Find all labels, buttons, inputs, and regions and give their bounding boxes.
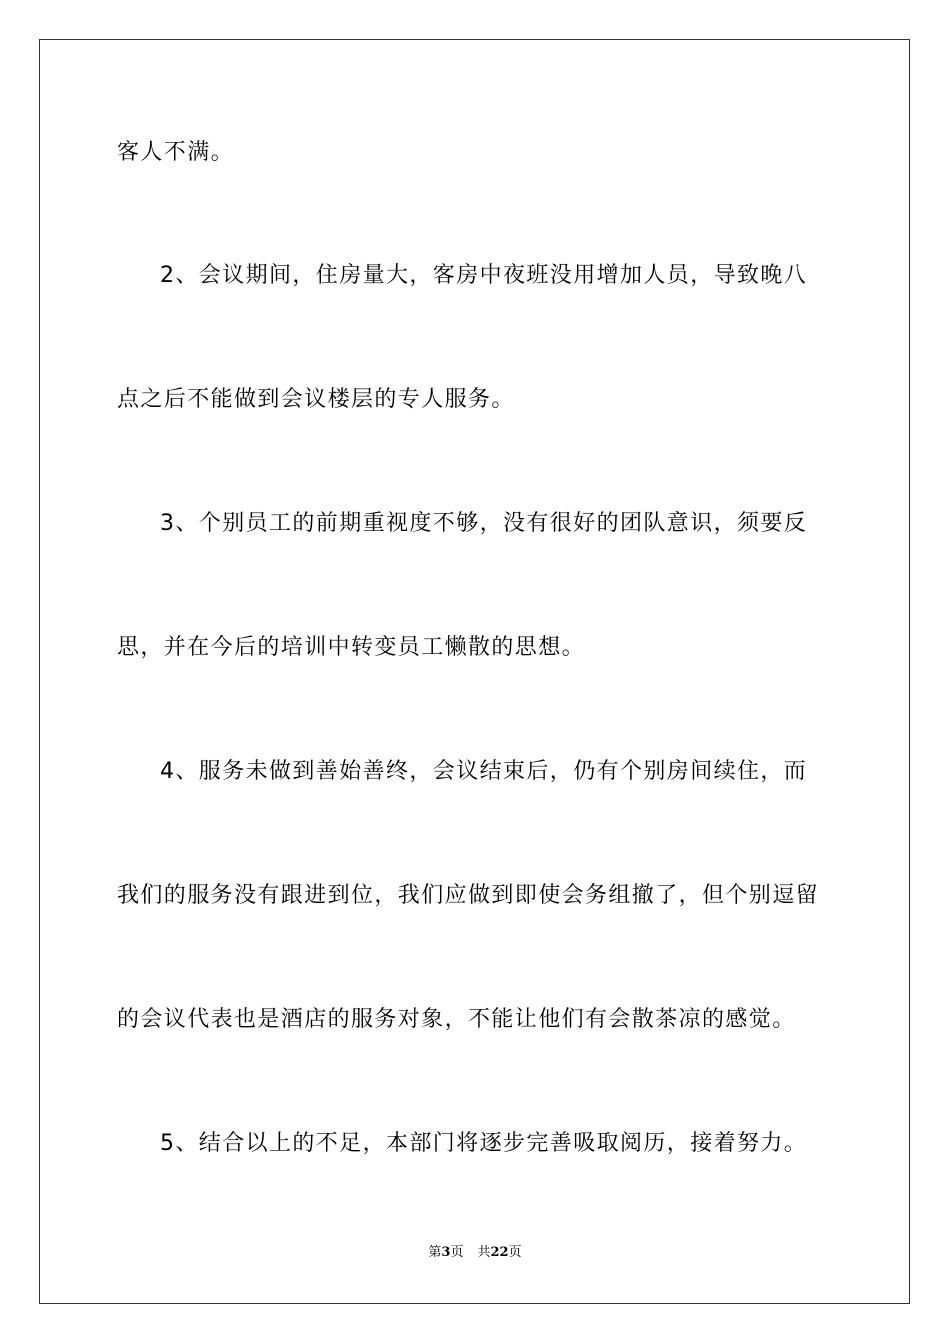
text-line-1: 客人不满。 — [117, 140, 235, 165]
text-line-2: 2、会议期间，住房量大，客房中夜班没用增加人员，导致晚八 — [160, 263, 808, 288]
page-border — [39, 39, 910, 1304]
text-line-9: 5、结合以上的不足，本部门将逐步完善吸取阅历，接着努力。 — [160, 1131, 808, 1156]
total-page-count: 22 — [490, 1245, 509, 1260]
page-prefix: 第 — [428, 1245, 442, 1260]
text-line-3: 点之后不能做到会议楼层的专人服务。 — [117, 387, 515, 412]
page-footer — [0, 1244, 950, 1262]
text-line-7: 我们的服务没有跟进到位，我们应做到即使会务组撤了，但个别逗留 — [117, 883, 820, 908]
text-line-8: 的会议代表也是酒店的服务对象，不能让他们有会散茶凉的感觉。 — [117, 1007, 796, 1032]
current-page-number: 3 — [441, 1245, 451, 1260]
total-suffix: 页 — [508, 1245, 522, 1260]
text-line-6: 4、服务未做到善始善终，会议结束后，仍有个别房间续住，而 — [160, 759, 808, 784]
page-suffix: 页 — [450, 1245, 464, 1260]
total-prefix: 共 — [477, 1245, 491, 1260]
text-line-5: 思，并在今后的培训中转变员工懒散的思想。 — [117, 635, 586, 660]
text-line-4: 3、个别员工的前期重视度不够，没有很好的团队意识，须要反 — [160, 511, 808, 536]
